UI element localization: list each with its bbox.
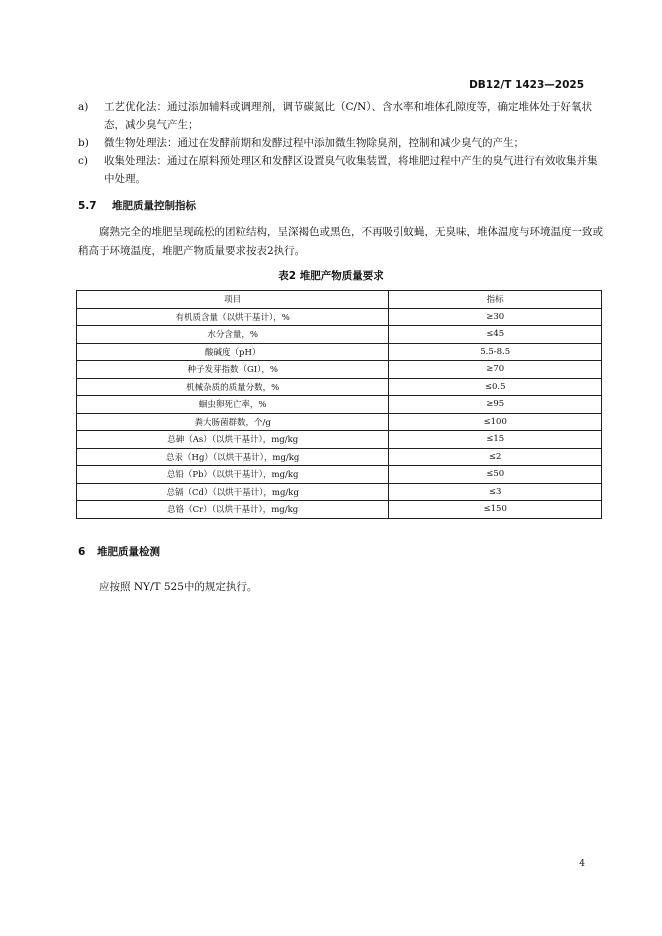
table-row — [77, 326, 602, 344]
table-row — [77, 396, 602, 414]
section-number: 6 — [78, 546, 86, 558]
document-code: DB12/T 1423—2025 — [469, 79, 584, 91]
table-row — [77, 378, 602, 396]
table-header-cell: 指标 — [389, 291, 602, 309]
table-row — [77, 431, 602, 449]
section-title: 堆肥质量控制指标 — [112, 200, 196, 212]
table-row — [77, 361, 602, 379]
table-cell-value: ≤45 — [389, 326, 602, 344]
section-paragraph: 腐熟完全的堆肥呈现疏松的团粒结构，呈深褐色或黑色，不再吸引蚊蝇，无臭味，堆体温度与环境温度一致或稍高于环境温度，堆肥产物质量要求按表2执行。 — [78, 226, 603, 257]
table-cell-value: ≤0.5 — [389, 378, 602, 396]
table-cell-item: 酸碱度（pH） — [77, 343, 389, 361]
table-cell-value: ≤50 — [389, 466, 602, 484]
table-cell-item: 总镉（Cd）（以烘干基计），mg/kg — [77, 483, 389, 501]
table-header-row — [77, 291, 602, 309]
list-item-text: 工艺优化法：通过添加辅料或调理剂，调节碳氮比（C/N）、含水率和堆体孔隙度等，确定堆体处于好氧状态，减少臭气产生； — [104, 101, 593, 131]
table-cell-value: ≤3 — [389, 483, 602, 501]
table-cell-item: 总铬（Cr）（以烘干基计），mg/kg — [77, 501, 389, 519]
page-number: 4 — [579, 859, 585, 869]
table-row — [77, 343, 602, 361]
list-item — [78, 134, 606, 152]
table-cell-value: ≥30 — [389, 308, 602, 326]
table-cell-value: ≥70 — [389, 361, 602, 379]
section-heading-5-7 — [78, 198, 196, 213]
table-cell-value: ≤15 — [389, 431, 602, 449]
table-cell-value: ≤2 — [389, 448, 602, 466]
measure-list — [78, 98, 606, 188]
list-marker: b) — [78, 137, 89, 149]
table-cell-item: 总汞（Hg）（以烘干基计），mg/kg — [77, 448, 389, 466]
table-cell-item: 蛔虫卵死亡率，% — [77, 396, 389, 414]
list-marker: a) — [78, 101, 89, 113]
table-row — [77, 466, 602, 484]
list-item — [78, 152, 606, 188]
table-cell-item: 水分含量，% — [77, 326, 389, 344]
table-cell-value: ≤150 — [389, 501, 602, 519]
table-row — [77, 501, 602, 519]
table-cell-item: 总铅（Pb）（以烘干基计），mg/kg — [77, 466, 389, 484]
table-header-cell: 项目 — [77, 291, 389, 309]
list-marker: c) — [78, 155, 88, 167]
table-cell-item: 总砷（As）（以烘干基计），mg/kg — [77, 431, 389, 449]
section-number: 5.7 — [78, 200, 97, 212]
section-paragraph: 应按照 NY/T 525中的规定执行。 — [99, 581, 258, 593]
table-row — [77, 483, 602, 501]
table-cell-value: ≥95 — [389, 396, 602, 414]
list-item-text: 微生物处理法：通过在发酵前期和发酵过程中添加微生物除臭剂，控制和减少臭气的产生； — [104, 137, 524, 149]
table-row — [77, 448, 602, 466]
table-row — [77, 413, 602, 431]
list-item — [78, 98, 606, 134]
table-cell-item: 有机质含量（以烘干基计），% — [77, 308, 389, 326]
list-item-text: 收集处理法：通过在原料预处理区和发酵区设置臭气收集装置，将堆肥过程中产生的臭气进行有效收集并集中处理。 — [104, 155, 598, 185]
section-heading-6 — [78, 544, 160, 559]
table-cell-item: 机械杂质的质量分数，% — [77, 378, 389, 396]
table-caption: 表2 堆肥产物质量要求 — [278, 270, 384, 282]
table-row — [77, 308, 602, 326]
table-cell-item: 种子发芽指数（GI），% — [77, 361, 389, 379]
quality-requirements-table — [76, 290, 602, 519]
table-cell-value: 5.5-8.5 — [389, 343, 602, 361]
section-title: 堆肥质量检测 — [97, 546, 160, 558]
table-cell-value: ≤100 — [389, 413, 602, 431]
table-cell-item: 粪大肠菌群数，个/g — [77, 413, 389, 431]
